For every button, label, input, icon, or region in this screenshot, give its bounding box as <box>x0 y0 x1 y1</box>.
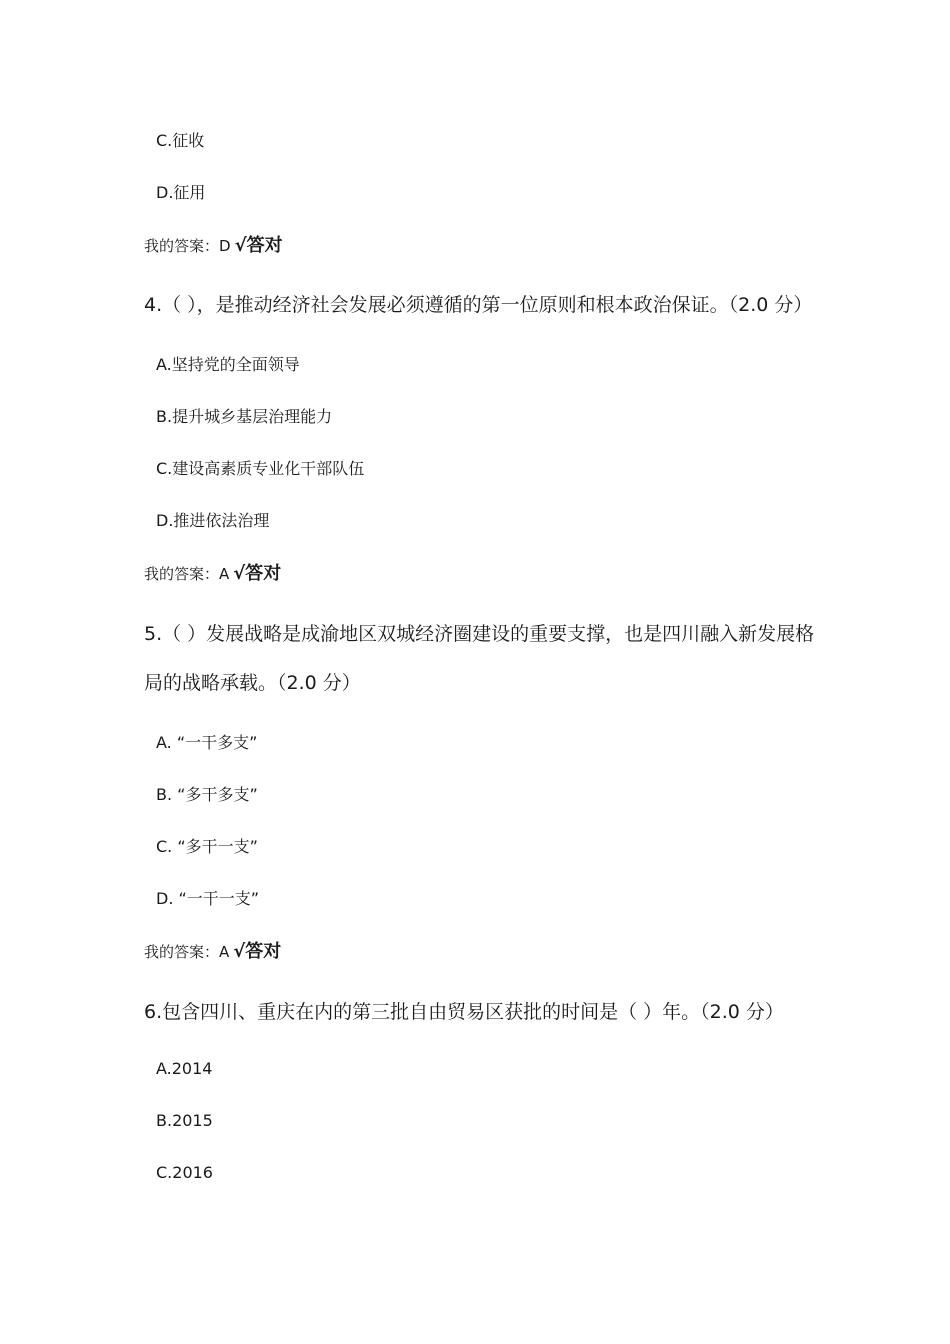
question-5-line-1: 5.（ ）发展战略是成渝地区双城经济圈建设的重要支撑，也是四川融入新发展格 <box>144 623 815 645</box>
question-6: 6.包含四川、重庆在内的第三批自由贸易区获批的时间是（ ）年。（2.0 分） <box>144 1001 784 1023</box>
option-3d: D.征用 <box>156 183 206 202</box>
correct-mark: √答对 <box>233 941 282 962</box>
option-4d: D.推进依法治理 <box>156 511 270 530</box>
option-5d: D. “一干一支” <box>156 889 260 908</box>
option-4a: A.坚持党的全面领导 <box>156 355 300 374</box>
answer-label: 我的答案：A <box>144 943 230 961</box>
correct-mark: √答对 <box>233 563 282 584</box>
option-4b: B.提升城乡基层治理能力 <box>156 407 333 426</box>
option-5b: B. “多干多支” <box>156 785 258 804</box>
answer-q3 <box>144 231 283 257</box>
answer-q5 <box>144 937 281 963</box>
correct-mark: √答对 <box>234 235 283 256</box>
answer-label: 我的答案：D <box>144 237 231 255</box>
option-6b: B.2015 <box>156 1111 213 1130</box>
question-4: 4.（ ），是推动经济社会发展必须遵循的第一位原则和根本政治保证。（2.0 分） <box>144 294 813 316</box>
question-5-line-2: 局的战略承载。（2.0 分） <box>144 672 361 694</box>
option-6a: A.2014 <box>156 1059 213 1078</box>
answer-label: 我的答案：A <box>144 565 230 583</box>
answer-q4 <box>144 559 281 585</box>
option-3c: C.征收 <box>156 131 205 150</box>
option-5a: A. “一干多支” <box>156 733 258 752</box>
option-6c: C.2016 <box>156 1163 213 1182</box>
option-4c: C.建设高素质专业化干部队伍 <box>156 459 365 478</box>
option-5c: C. “多干一支” <box>156 837 258 856</box>
